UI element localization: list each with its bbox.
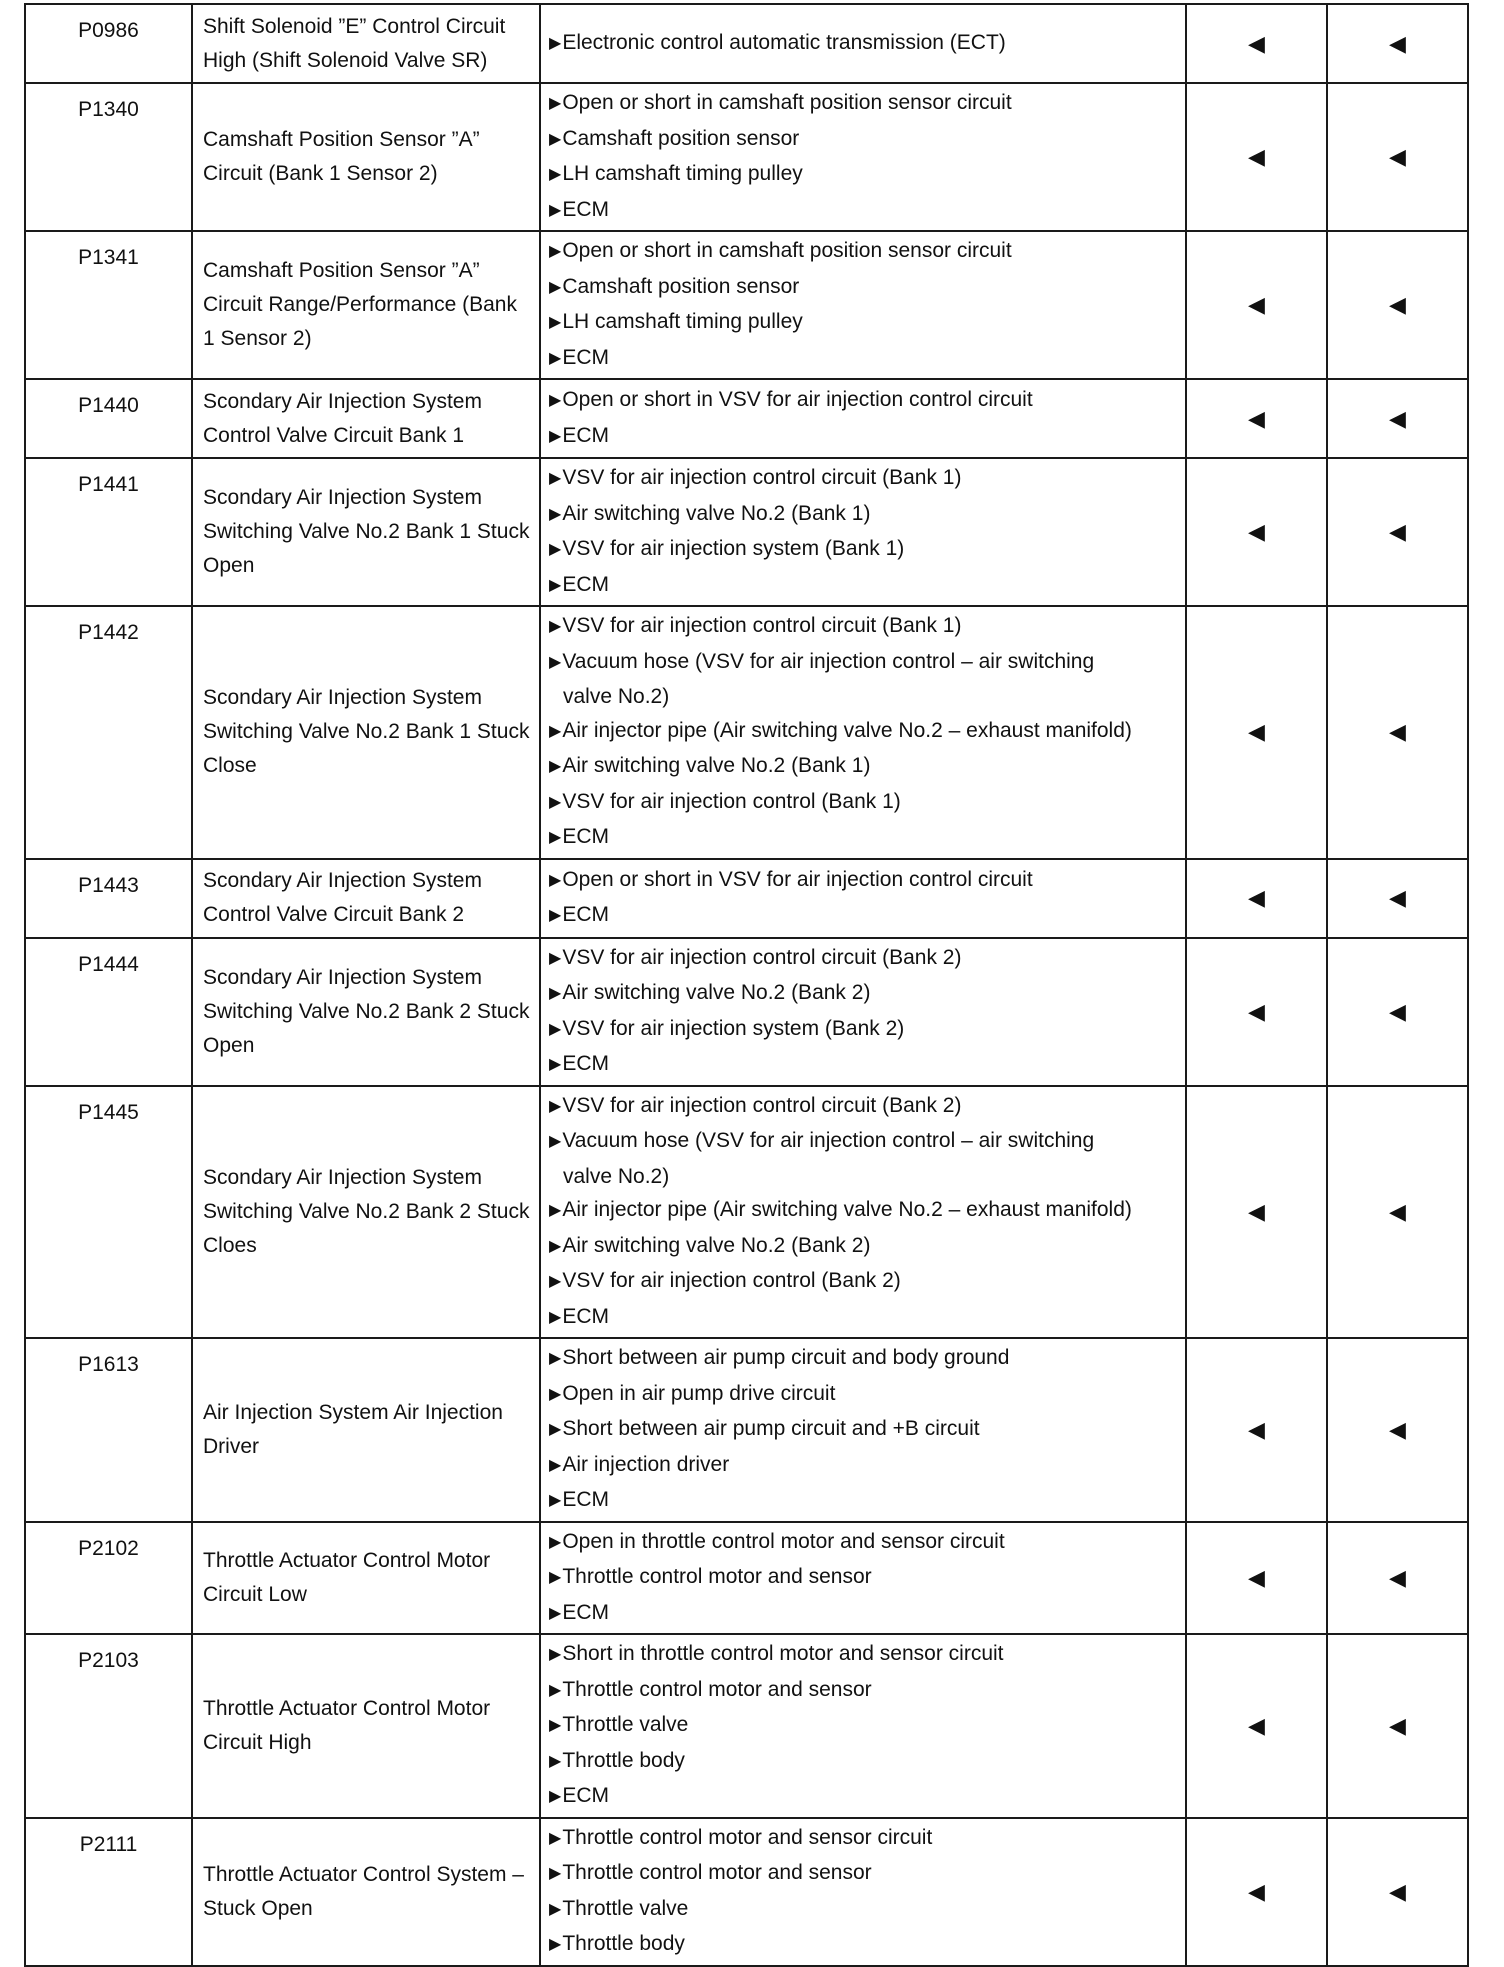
trouble-area-item — [549, 1856, 1179, 1892]
trouble-area-item — [549, 383, 1179, 419]
bullet-triangle-icon: ▶ — [549, 722, 562, 740]
trouble-areas — [540, 379, 1186, 458]
trouble-area-item — [549, 461, 1179, 497]
trouble-area-item — [549, 785, 1179, 821]
trouble-area-text: Throttle control motor and sensor — [562, 1861, 872, 1884]
memory-indicator-icon: ◀ — [1327, 1086, 1468, 1339]
trouble-area-item — [549, 1448, 1179, 1484]
trouble-area-text: ECM — [562, 1488, 609, 1511]
trouble-area-item — [549, 1412, 1179, 1448]
table-row — [25, 859, 1468, 938]
trouble-area-text: Throttle control motor and sensor — [562, 1565, 872, 1588]
trouble-area-item — [549, 532, 1179, 568]
bullet-triangle-icon: ▶ — [549, 1646, 562, 1663]
trouble-area-text: Throttle valve — [562, 1896, 689, 1920]
bullet-triangle-icon: ▶ — [549, 1308, 562, 1326]
table-row — [25, 379, 1468, 458]
bullet-triangle-icon: ▶ — [549, 1056, 562, 1073]
dtc-code: P0986 — [25, 4, 192, 83]
dtc-description: Shift Solenoid ”E” Control Circuit High (Shift Solenoid Valve SR) — [192, 4, 540, 83]
mil-indicator-icon: ◀ — [1186, 606, 1327, 859]
trouble-area-item — [549, 157, 1179, 193]
memory-indicator-icon: ◀ — [1327, 231, 1468, 379]
memory-indicator-icon: ◀ — [1327, 938, 1468, 1086]
trouble-area-text: VSV for air injection system (Bank 2) — [562, 1016, 905, 1040]
bullet-triangle-icon: ▶ — [549, 1237, 562, 1255]
dtc-code: P1440 — [25, 379, 192, 458]
bullet-triangle-icon: ▶ — [549, 1421, 562, 1438]
dtc-code: P1442 — [25, 606, 192, 859]
bullet-triangle-icon: ▶ — [549, 871, 562, 889]
trouble-area-text: Air switching valve No.2 (Bank 1) — [562, 501, 871, 525]
memory-indicator-icon: ◀ — [1327, 83, 1468, 231]
trouble-area-text: ECM — [562, 1304, 609, 1328]
trouble-area-text: VSV for air injection control circuit (Bank 2) — [562, 945, 962, 969]
trouble-area-item — [549, 1708, 1179, 1744]
trouble-area-item — [549, 609, 1179, 645]
trouble-area-text: ECM — [562, 197, 609, 221]
trouble-area-item — [549, 1821, 1179, 1857]
trouble-area-text: Air injector pipe (Air switching valve No.2 – exhaust manifold) — [562, 1198, 1132, 1221]
trouble-area-text: Camshaft position sensor — [562, 274, 800, 298]
bullet-triangle-icon: ▶ — [549, 1273, 562, 1290]
dtc-description: Scondary Air Injection System Control Valve Circuit Bank 2 — [192, 859, 540, 938]
trouble-area-text: VSV for air injection control (Bank 2) — [562, 1269, 901, 1292]
bullet-triangle-icon: ▶ — [549, 618, 562, 635]
trouble-area-item — [549, 193, 1179, 229]
trouble-area-item — [549, 941, 1179, 977]
bullet-triangle-icon: ▶ — [549, 653, 562, 671]
bullet-triangle-icon: ▶ — [549, 349, 562, 367]
trouble-area-text: Open or short in camshaft position sensor circuit — [562, 239, 1012, 262]
mil-indicator-icon: ◀ — [1186, 231, 1327, 379]
mil-indicator-icon: ◀ — [1186, 859, 1327, 938]
bullet-triangle-icon: ▶ — [549, 1350, 562, 1367]
dtc-code: P1340 — [25, 83, 192, 231]
trouble-area-text: Air switching valve No.2 (Bank 2) — [562, 1233, 871, 1257]
trouble-area-item — [549, 1229, 1179, 1265]
mil-indicator-icon: ◀ — [1186, 1086, 1327, 1339]
dtc-description: Throttle Actuator Control Motor Circuit High — [192, 1634, 540, 1818]
trouble-area-item — [549, 305, 1179, 341]
trouble-area-item — [549, 1300, 1179, 1336]
dtc-code: P1444 — [25, 938, 192, 1086]
trouble-area-item — [549, 419, 1179, 455]
trouble-areas — [540, 606, 1186, 859]
dtc-description: Scondary Air Injection System Control Valve Circuit Bank 1 — [192, 379, 540, 458]
mil-indicator-icon: ◀ — [1186, 4, 1327, 83]
mil-indicator-icon: ◀ — [1186, 1634, 1327, 1818]
trouble-area-item — [549, 1525, 1179, 1561]
trouble-area-item — [549, 270, 1179, 306]
bullet-triangle-icon: ▶ — [549, 1202, 562, 1219]
trouble-area-item — [549, 234, 1179, 270]
trouble-area-item — [549, 1047, 1179, 1083]
dtc-table — [24, 3, 1469, 1967]
bullet-triangle-icon: ▶ — [549, 576, 562, 594]
trouble-area-text: VSV for air injection control circuit (Bank 1) — [562, 614, 962, 637]
dtc-description: Air Injection System Air Injection Driver — [192, 1338, 540, 1522]
bullet-triangle-icon: ▶ — [549, 758, 562, 775]
trouble-area-item — [549, 1927, 1179, 1963]
dtc-table-wrapper — [24, 3, 1467, 1967]
trouble-area-text: Air injector pipe (Air switching valve No.2 – exhaust manifold) — [562, 718, 1132, 742]
trouble-area-item — [549, 1264, 1179, 1300]
trouble-areas — [540, 859, 1186, 938]
bullet-triangle-icon: ▶ — [549, 427, 562, 445]
trouble-area-text: VSV for air injection control (Bank 1) — [562, 789, 901, 813]
mil-indicator-icon: ◀ — [1186, 1818, 1327, 1966]
trouble-area-text: Air switching valve No.2 (Bank 1) — [562, 754, 871, 777]
trouble-area-text: VSV for air injection system (Bank 1) — [562, 537, 905, 560]
trouble-area-item — [549, 1744, 1179, 1780]
trouble-area-item — [549, 1596, 1179, 1632]
trouble-area-item — [549, 1483, 1179, 1519]
trouble-area-text: ECM — [562, 345, 609, 369]
dtc-code: P2103 — [25, 1634, 192, 1818]
trouble-area-text: Air switching valve No.2 (Bank 2) — [562, 981, 871, 1004]
bullet-triangle-icon: ▶ — [549, 1900, 562, 1918]
trouble-area-text: Camshaft position sensor — [562, 126, 800, 150]
bullet-triangle-icon: ▶ — [549, 1133, 562, 1150]
trouble-areas — [540, 4, 1186, 83]
trouble-area-item — [549, 1124, 1179, 1160]
trouble-area-item — [549, 1377, 1179, 1413]
trouble-area-text: ECM — [562, 423, 609, 447]
trouble-area-text: Throttle body — [562, 1748, 685, 1772]
bullet-triangle-icon: ▶ — [549, 1533, 562, 1551]
trouble-area-item — [549, 1560, 1179, 1596]
trouble-area-text: LH camshaft timing pulley — [562, 162, 803, 185]
trouble-area-text: Open or short in VSV for air injection control circuit — [562, 867, 1033, 891]
trouble-area-item — [549, 568, 1179, 604]
table-row — [25, 1338, 1468, 1522]
bullet-triangle-icon: ▶ — [549, 949, 562, 967]
bullet-triangle-icon: ▶ — [549, 314, 562, 331]
bullet-triangle-icon: ▶ — [549, 1936, 562, 1953]
bullet-triangle-icon: ▶ — [549, 34, 562, 52]
table-row — [25, 458, 1468, 606]
mil-indicator-icon: ◀ — [1186, 1338, 1327, 1522]
memory-indicator-icon: ◀ — [1327, 859, 1468, 938]
mil-indicator-icon: ◀ — [1186, 458, 1327, 606]
dtc-description: Scondary Air Injection System Switching Valve No.2 Bank 2 Stuck Open — [192, 938, 540, 1086]
dtc-code: P1443 — [25, 859, 192, 938]
trouble-area-item — [549, 122, 1179, 158]
trouble-area-text: ECM — [562, 1600, 609, 1624]
table-row — [25, 1086, 1468, 1339]
bullet-triangle-icon: ▶ — [549, 541, 562, 558]
bullet-triangle-icon: ▶ — [549, 1604, 562, 1622]
trouble-area-item — [549, 714, 1179, 750]
dtc-description: Scondary Air Injection System Switching Valve No.2 Bank 2 Stuck Cloes — [192, 1086, 540, 1339]
memory-indicator-icon: ◀ — [1327, 4, 1468, 83]
bullet-triangle-icon: ▶ — [549, 1788, 562, 1805]
memory-indicator-icon: ◀ — [1327, 1338, 1468, 1522]
trouble-areas — [540, 83, 1186, 231]
trouble-areas — [540, 231, 1186, 379]
memory-indicator-icon: ◀ — [1327, 1634, 1468, 1818]
trouble-area-text: Electronic control automatic transmission (ECT) — [562, 30, 1006, 54]
trouble-area-text: Vacuum hose (VSV for air injection control – air switching — [562, 649, 1095, 673]
bullet-triangle-icon: ▶ — [549, 1717, 562, 1734]
trouble-areas — [540, 938, 1186, 1086]
trouble-area-text: ECM — [562, 1784, 609, 1807]
bullet-triangle-icon: ▶ — [549, 130, 562, 148]
mil-indicator-icon: ◀ — [1186, 938, 1327, 1086]
trouble-area-item — [549, 976, 1179, 1012]
trouble-areas — [540, 1086, 1186, 1339]
trouble-area-text: Throttle body — [562, 1932, 685, 1955]
trouble-area-text: ECM — [562, 572, 609, 596]
table-row — [25, 606, 1468, 859]
trouble-area-item — [549, 898, 1179, 934]
trouble-area-text: Short between air pump circuit and body ground — [562, 1346, 1010, 1369]
trouble-areas — [540, 1338, 1186, 1522]
trouble-area-text: Throttle control motor and sensor — [562, 1677, 872, 1701]
bullet-triangle-icon: ▶ — [549, 1829, 562, 1847]
trouble-area-text: Open in air pump drive circuit — [562, 1381, 836, 1405]
trouble-area-item — [549, 1193, 1179, 1229]
bullet-triangle-icon: ▶ — [549, 793, 562, 811]
bullet-triangle-icon: ▶ — [549, 166, 562, 183]
bullet-triangle-icon: ▶ — [549, 243, 562, 260]
trouble-areas — [540, 1634, 1186, 1818]
trouble-area-text: VSV for air injection control circuit (Bank 2) — [562, 1093, 962, 1117]
table-row — [25, 1522, 1468, 1635]
dtc-description: Throttle Actuator Control System – Stuck Open — [192, 1818, 540, 1966]
trouble-area-item — [549, 497, 1179, 533]
trouble-areas — [540, 1522, 1186, 1635]
trouble-area-item — [549, 86, 1179, 122]
trouble-area-text: Short between air pump circuit and +B circuit — [562, 1417, 980, 1440]
dtc-description: Camshaft Position Sensor ”A” Circuit (Bank 1 Sensor 2) — [192, 83, 540, 231]
trouble-areas — [540, 1818, 1186, 1966]
trouble-area-item — [549, 645, 1179, 681]
memory-indicator-icon: ◀ — [1327, 1522, 1468, 1635]
memory-indicator-icon: ◀ — [1327, 606, 1468, 859]
table-row — [25, 938, 1468, 1086]
trouble-area-item — [549, 26, 1179, 62]
memory-indicator-icon: ◀ — [1327, 379, 1468, 458]
bullet-triangle-icon: ▶ — [549, 392, 562, 409]
bullet-triangle-icon: ▶ — [549, 985, 562, 1002]
trouble-area-text: Open or short in camshaft position sensor circuit — [562, 91, 1012, 114]
memory-indicator-icon: ◀ — [1327, 1818, 1468, 1966]
dtc-description: Scondary Air Injection System Switching Valve No.2 Bank 1 Stuck Open — [192, 458, 540, 606]
memory-indicator-icon: ◀ — [1327, 458, 1468, 606]
trouble-area-text: Short in throttle control motor and sensor circuit — [562, 1642, 1004, 1665]
mil-indicator-icon: ◀ — [1186, 379, 1327, 458]
table-row — [25, 1818, 1468, 1966]
trouble-area-item — [549, 820, 1179, 856]
dtc-description: Throttle Actuator Control Motor Circuit Low — [192, 1522, 540, 1635]
bullet-triangle-icon: ▶ — [549, 829, 562, 846]
trouble-area-text: Vacuum hose (VSV for air injection control – air switching — [562, 1129, 1095, 1152]
trouble-area-text: ECM — [562, 1052, 609, 1075]
bullet-triangle-icon: ▶ — [549, 470, 562, 487]
trouble-areas — [540, 458, 1186, 606]
trouble-area-item: valve No.2) — [563, 1164, 670, 1188]
trouble-area-item — [549, 1341, 1179, 1377]
bullet-triangle-icon: ▶ — [549, 95, 562, 112]
table-row — [25, 4, 1468, 83]
dtc-table-body — [25, 4, 1468, 1966]
trouble-area-text: Open or short in VSV for air injection control circuit — [562, 388, 1033, 411]
bullet-triangle-icon: ▶ — [549, 278, 562, 296]
trouble-area-text: Throttle control motor and sensor circuit — [562, 1825, 933, 1849]
trouble-area-text: ECM — [562, 903, 609, 926]
bullet-triangle-icon: ▶ — [549, 1681, 562, 1699]
trouble-area-text: Open in throttle control motor and sensor circuit — [562, 1529, 1005, 1553]
bullet-triangle-icon: ▶ — [549, 1456, 562, 1474]
bullet-triangle-icon: ▶ — [549, 1097, 562, 1115]
trouble-area-item — [549, 1089, 1179, 1125]
trouble-area-text: ECM — [562, 825, 609, 848]
trouble-area-text: Throttle valve — [562, 1713, 689, 1736]
dtc-description: Camshaft Position Sensor ”A” Circuit Range/Performance (Bank 1 Sensor 2) — [192, 231, 540, 379]
bullet-triangle-icon: ▶ — [549, 201, 562, 219]
trouble-area-item: valve No.2) — [563, 685, 670, 708]
mil-indicator-icon: ◀ — [1186, 83, 1327, 231]
bullet-triangle-icon: ▶ — [549, 1385, 562, 1403]
trouble-area-text: VSV for air injection control circuit (Bank 1) — [562, 466, 962, 489]
bullet-triangle-icon: ▶ — [549, 1020, 562, 1038]
bullet-triangle-icon: ▶ — [549, 1865, 562, 1882]
trouble-area-item — [549, 1892, 1179, 1928]
dtc-code: P1441 — [25, 458, 192, 606]
table-row — [25, 1634, 1468, 1818]
trouble-area-item — [549, 1673, 1179, 1709]
bullet-triangle-icon: ▶ — [549, 907, 562, 924]
dtc-code: P1613 — [25, 1338, 192, 1522]
mil-indicator-icon: ◀ — [1186, 1522, 1327, 1635]
trouble-area-item — [549, 863, 1179, 899]
trouble-area-item — [549, 749, 1179, 785]
trouble-area-item — [549, 1012, 1179, 1048]
trouble-area-text: LH camshaft timing pulley — [562, 310, 803, 333]
dtc-code: P2102 — [25, 1522, 192, 1635]
dtc-code: P1341 — [25, 231, 192, 379]
bullet-triangle-icon: ▶ — [549, 1569, 562, 1586]
bullet-triangle-icon: ▶ — [549, 1492, 562, 1509]
bullet-triangle-icon: ▶ — [549, 505, 562, 523]
trouble-area-item — [549, 341, 1179, 377]
table-row — [25, 231, 1468, 379]
bullet-triangle-icon: ▶ — [549, 1752, 562, 1770]
dtc-description: Scondary Air Injection System Switching Valve No.2 Bank 1 Stuck Close — [192, 606, 540, 859]
table-row — [25, 83, 1468, 231]
trouble-area-item — [549, 1637, 1179, 1673]
dtc-code: P2111 — [25, 1818, 192, 1966]
trouble-area-text: Air injection driver — [562, 1452, 730, 1476]
dtc-code: P1445 — [25, 1086, 192, 1339]
trouble-area-item — [549, 1779, 1179, 1815]
